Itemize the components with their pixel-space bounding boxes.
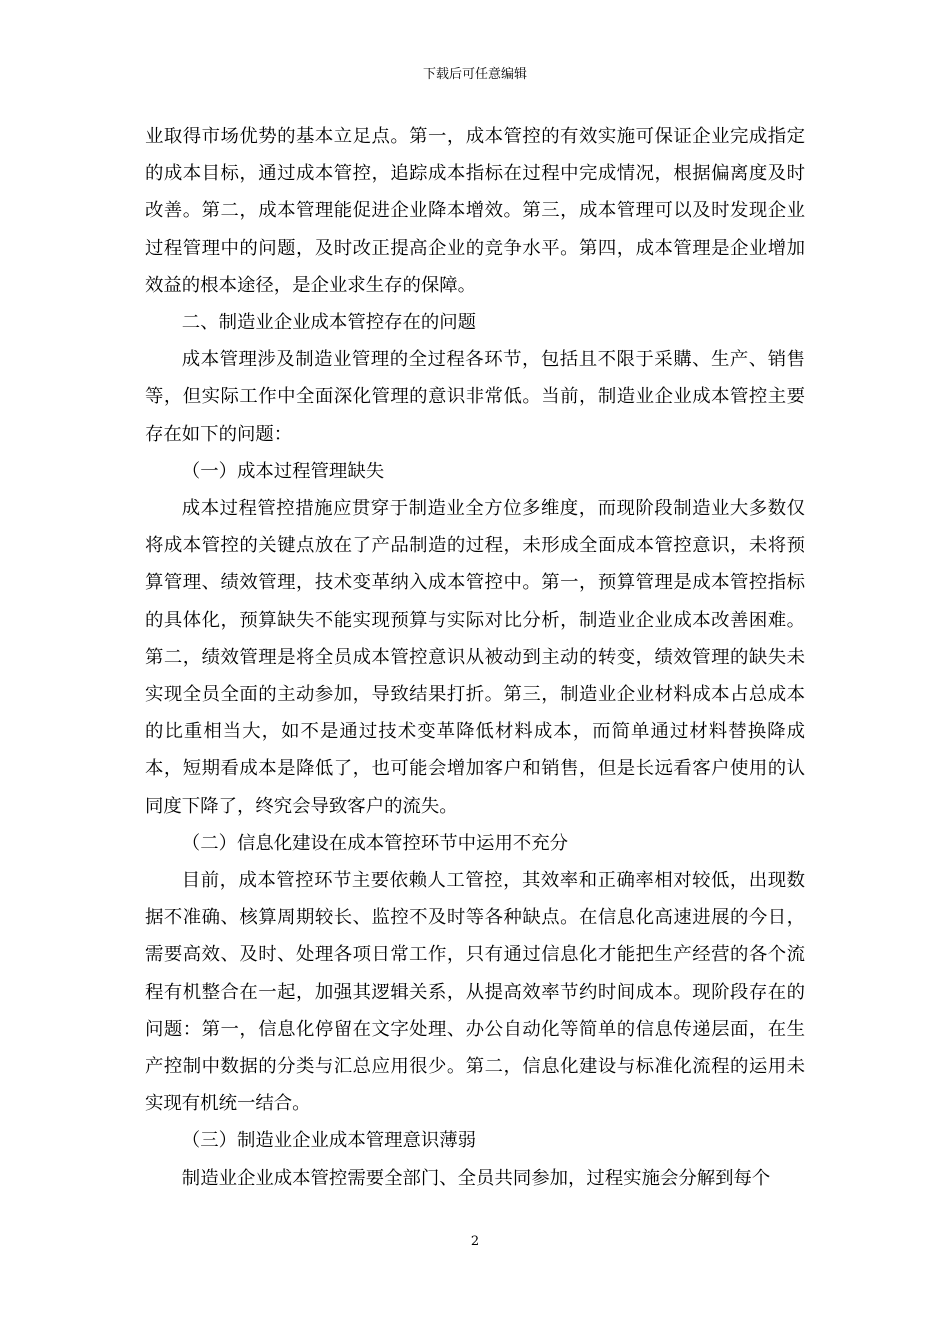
- subsection-heading-3: （三）制造业企业成本管理意识薄弱: [181, 1130, 477, 1152]
- document-body: [145, 118, 805, 1197]
- paragraph: 目前，成本管控环节主要依赖人工管控，其效率和正确率相对较低，出现数据不准确、核算周期较长、监控不及时等各种缺点。在信息化高速进展的今日，需要高效、及时、处理各项日常工作，只有通过信息化才能把生产经营的各个流程有机整合在一起，加强其逻辑关系，从提高效率节约时间成本。现阶段存在的问题：第一，信息化停留在文字处理、办公自动化等简单的信息传递层面，在生产控制中数据的分类与汇总应用很少。第二，信息化建设与标准化流程的运用未实现有机统一结合。: [145, 870, 805, 1115]
- paragraph: 制造业企业成本管控需要全部门、全员共同参加，过程实施会分解到每个: [181, 1167, 771, 1189]
- page-header: 下载后可任意编辑: [422, 67, 527, 82]
- subsection-heading-2: （二）信息化建设在成本管控环节中运用不充分: [181, 832, 569, 854]
- subsection-heading-1: （一）成本过程管理缺失: [181, 460, 385, 482]
- paragraph: 成本管理涉及制造业管理的全过程各环节，包括且不限于采購、生产、销售等，但实际工作中全面深化管理的意识非常低。当前，制造业企业成本管控主要存在如下的问题：: [145, 349, 805, 445]
- paragraph: 成本过程管控措施应贯穿于制造业全方位多维度，而现阶段制造业大多数仅将成本管控的关键点放在了产品制造的过程，未形成全面成本管控意识，未将预算管理、绩效管理，技术变革纳入成本管控中。第一，预算管理是成本管控指标的具体化，预算缺失不能实现预算与实际对比分析，制造业企业成本改善困难。第二，绩效管理是将全员成本管控意识从被动到主动的转变，绩效管理的缺失未实现全员全面的主动参加，导致结果打折。第三，制造业企业材料成本占总成本的比重相当大，如不是通过技术变革降低材料成本，而简单通过材料替换降成本，短期看成本是降低了，也可能会增加客户和销售，但是长远看客户使用的认同度下降了，终究会导致客户的流失。: [145, 498, 805, 817]
- paragraph-continued: 业取得市场优势的基本立足点。第一，成本管控的有效实施可保证企业完成指定的成本目标，通过成本管控，追踪成本指标在过程中完成情况，根据偏离度及时改善。第二，成本管理能促进企业降本增效。第三，成本管理可以及时发现企业过程管理中的问题，及时改正提高企业的竞争水平。第四，成本管理是企业增加效益的根本途径，是企业求生存的保障。: [145, 126, 805, 296]
- page-number: 2: [470, 1234, 480, 1249]
- section-heading-2: 二、制造业企业成本管控存在的问题: [181, 312, 477, 334]
